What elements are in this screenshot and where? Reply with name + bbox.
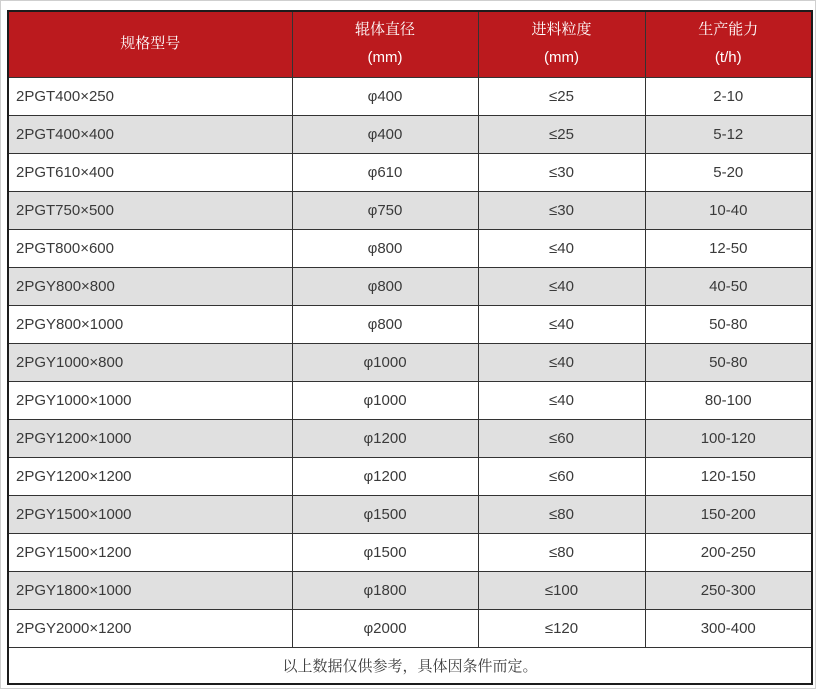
value-cell: 120-150 — [645, 457, 812, 495]
value-cell: 5-12 — [645, 115, 812, 153]
value-cell: φ1800 — [292, 571, 478, 609]
value-cell: φ800 — [292, 305, 478, 343]
value-cell: φ610 — [292, 153, 478, 191]
value-cell: 10-40 — [645, 191, 812, 229]
value-cell: ≤100 — [478, 571, 645, 609]
table-row — [8, 571, 812, 609]
value-cell: φ1500 — [292, 495, 478, 533]
value-cell: 5-20 — [645, 153, 812, 191]
table-row — [8, 533, 812, 571]
value-cell: φ1000 — [292, 381, 478, 419]
table-row — [8, 419, 812, 457]
value-cell: ≤40 — [478, 381, 645, 419]
table-row — [8, 191, 812, 229]
value-cell: ≤25 — [478, 77, 645, 115]
value-cell: 150-200 — [645, 495, 812, 533]
value-cell: φ800 — [292, 229, 478, 267]
model-cell: 2PGY1800×1000 — [8, 571, 292, 609]
header-row — [8, 11, 812, 77]
table-row — [8, 457, 812, 495]
value-cell: ≤40 — [478, 305, 645, 343]
table-row — [8, 115, 812, 153]
model-cell: 2PGT750×500 — [8, 191, 292, 229]
header-cell-capacity — [645, 11, 812, 77]
value-cell: 2-10 — [645, 77, 812, 115]
table-row — [8, 77, 812, 115]
model-cell: 2PGT400×400 — [8, 115, 292, 153]
model-cell: 2PGT400×250 — [8, 77, 292, 115]
header-label: 进料粒度 — [531, 21, 592, 39]
value-cell: φ1200 — [292, 419, 478, 457]
table-row — [8, 495, 812, 533]
footnote-row — [8, 647, 812, 684]
value-cell: 250-300 — [645, 571, 812, 609]
table-row — [8, 153, 812, 191]
value-cell: φ1000 — [292, 343, 478, 381]
value-cell: ≤40 — [478, 343, 645, 381]
value-cell: ≤60 — [478, 419, 645, 457]
value-cell: ≤25 — [478, 115, 645, 153]
value-cell: ≤30 — [478, 153, 645, 191]
value-cell: φ400 — [292, 115, 478, 153]
value-cell: ≤80 — [478, 533, 645, 571]
value-cell: φ1200 — [292, 457, 478, 495]
header-label: 生产能力 — [698, 21, 759, 39]
header-unit: (mm) — [367, 49, 403, 67]
value-cell: φ1500 — [292, 533, 478, 571]
value-cell: φ2000 — [292, 609, 478, 647]
model-cell: 2PGT610×400 — [8, 153, 292, 191]
header-label: 规格型号 — [120, 35, 181, 53]
header-cell-roller-diameter — [292, 11, 478, 77]
spec-table-footer — [8, 647, 812, 684]
value-cell: ≤40 — [478, 267, 645, 305]
value-cell: 80-100 — [645, 381, 812, 419]
value-cell: ≤80 — [478, 495, 645, 533]
model-cell: 2PGY1200×1200 — [8, 457, 292, 495]
table-row — [8, 609, 812, 647]
model-cell: 2PGY1500×1200 — [8, 533, 292, 571]
model-cell: 2PGT800×600 — [8, 229, 292, 267]
value-cell: 12-50 — [645, 229, 812, 267]
model-cell: 2PGY1200×1000 — [8, 419, 292, 457]
value-cell: ≤60 — [478, 457, 645, 495]
model-cell: 2PGY1500×1000 — [8, 495, 292, 533]
header-unit: (t/h) — [714, 49, 742, 67]
value-cell: φ800 — [292, 267, 478, 305]
header-unit: (mm) — [544, 49, 579, 67]
header-cell-model — [8, 11, 292, 77]
table-row — [8, 305, 812, 343]
spec-table — [7, 10, 813, 685]
value-cell: 100-120 — [645, 419, 812, 457]
value-cell: 40-50 — [645, 267, 812, 305]
value-cell: 50-80 — [645, 343, 812, 381]
spec-table-header — [8, 11, 812, 77]
table-row — [8, 381, 812, 419]
table-row — [8, 267, 812, 305]
value-cell: ≤40 — [478, 229, 645, 267]
value-cell: 200-250 — [645, 533, 812, 571]
value-cell: 50-80 — [645, 305, 812, 343]
header-cell-feed-size — [478, 11, 645, 77]
value-cell: ≤120 — [478, 609, 645, 647]
value-cell: ≤30 — [478, 191, 645, 229]
model-cell: 2PGY1000×800 — [8, 343, 292, 381]
value-cell: φ400 — [292, 77, 478, 115]
table-row — [8, 343, 812, 381]
table-row — [8, 229, 812, 267]
model-cell: 2PGY800×800 — [8, 267, 292, 305]
model-cell: 2PGY2000×1200 — [8, 609, 292, 647]
header-label: 辊体直径 — [354, 21, 415, 39]
spec-table-body — [8, 77, 812, 647]
value-cell: 300-400 — [645, 609, 812, 647]
model-cell: 2PGY800×1000 — [8, 305, 292, 343]
model-cell: 2PGY1000×1000 — [8, 381, 292, 419]
footnote-text: 以上数据仅供参考，具体因条件而定。 — [8, 647, 812, 684]
value-cell: φ750 — [292, 191, 478, 229]
